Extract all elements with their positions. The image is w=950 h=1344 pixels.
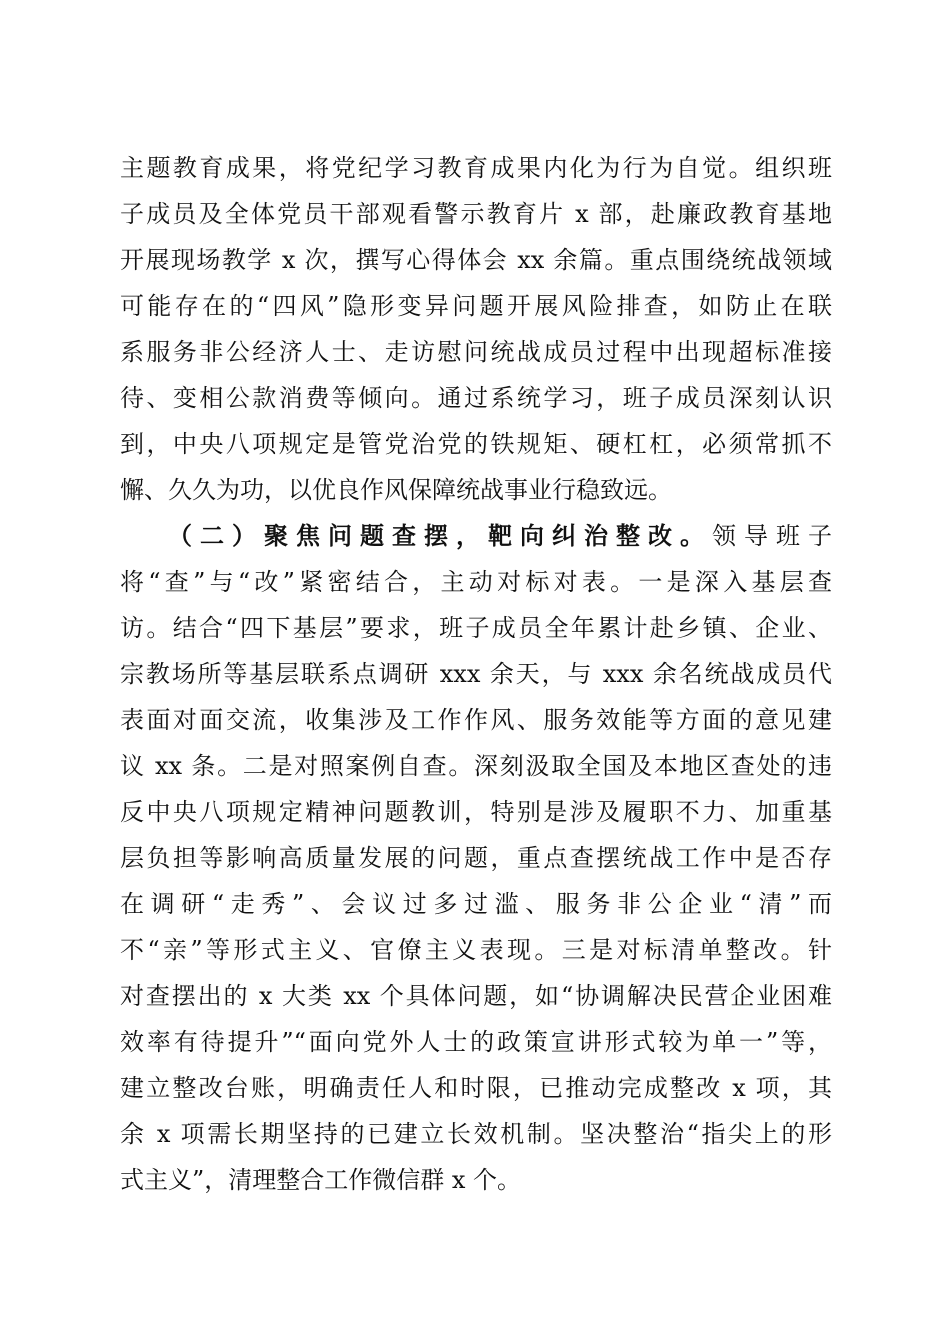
paragraph-2-line: 不“亲”等形式主义、官僚主义表现。三是对标清单整改。针 xyxy=(120,936,832,964)
paragraph-2-line: 建立整改台账，明确责任人和时限，已推动完成整改 x 项，其 xyxy=(120,1074,832,1102)
paragraph-2-line: 宗教场所等基层联系点调研 xxx 余天，与 xxx 余名统战成员代 xyxy=(120,660,832,688)
paragraph-2-line: 将“查”与“改”紧密结合，主动对标对表。一是深入基层查 xyxy=(120,568,832,596)
paragraph-2-line: 在调研“走秀”、会议过多过滥、服务非公企业“清”而 xyxy=(120,890,832,918)
paragraph-2-line: 式主义”，清理整合工作微信群 x 个。 xyxy=(120,1166,522,1194)
paragraph-2-line: 反中央八项规定精神问题教训，特别是涉及履职不力、加重基 xyxy=(120,798,832,826)
paragraph-1-line: 开展现场教学 x 次，撰写心得体会 xx 余篇。重点围绕统战领域 xyxy=(120,246,832,274)
paragraph-1-line: 主题教育成果，将党纪学习教育成果内化为行为自觉。组织班 xyxy=(120,154,832,182)
paragraph-1-line: 待、变相公款消费等倾向。通过系统学习，班子成员深刻认识 xyxy=(120,384,832,412)
paragraph-1-line: 可能存在的“四风”隐形变异问题开展风险排查，如防止在联 xyxy=(120,292,832,320)
paragraph-1-line: 到，中央八项规定是管党治党的铁规矩、硬杠杠，必须常抓不 xyxy=(120,430,832,458)
paragraph-1 xyxy=(120,145,832,513)
paragraph-2-line: 对查摆出的 x 大类 xx 个具体问题，如“协调解决民营企业困难 xyxy=(120,982,832,1010)
paragraph-2-line: 余 x 项需长期坚持的已建立长效机制。坚决整治“指尖上的形 xyxy=(120,1120,832,1148)
section-heading: （二）聚焦问题查摆，靶向纠治整改。 xyxy=(168,521,712,550)
paragraph-2-line: 访。结合“四下基层”要求，班子成员全年累计赴乡镇、企业、 xyxy=(120,614,832,642)
paragraph-2 xyxy=(120,513,832,1203)
paragraph-1-line: 系服务非公经济人士、走访慰问统战成员过程中出现超标准接 xyxy=(120,338,832,366)
paragraph-1-line: 懈、久久为功，以优良作风保障统战事业行稳致远。 xyxy=(120,476,672,504)
paragraph-2-first-line-text: 领导班子 xyxy=(712,522,832,550)
paragraph-2-line: 议 xx 条。二是对照案例自查。深刻汲取全国及本地区查处的违 xyxy=(120,752,832,780)
paragraph-2-line: 效率有待提升”“面向党外人士的政策宣讲形式较为单一”等， xyxy=(120,1028,832,1056)
paragraph-2-line: 表面对面交流，收集涉及工作作风、服务效能等方面的意见建 xyxy=(120,706,832,734)
paragraph-1-line: 子成员及全体党员干部观看警示教育片 x 部，赴廉政教育基地 xyxy=(120,200,832,228)
paragraph-2-first-line xyxy=(120,513,832,559)
paragraph-2-line: 层负担等影响高质量发展的问题，重点查摆统战工作中是否存 xyxy=(120,844,832,872)
